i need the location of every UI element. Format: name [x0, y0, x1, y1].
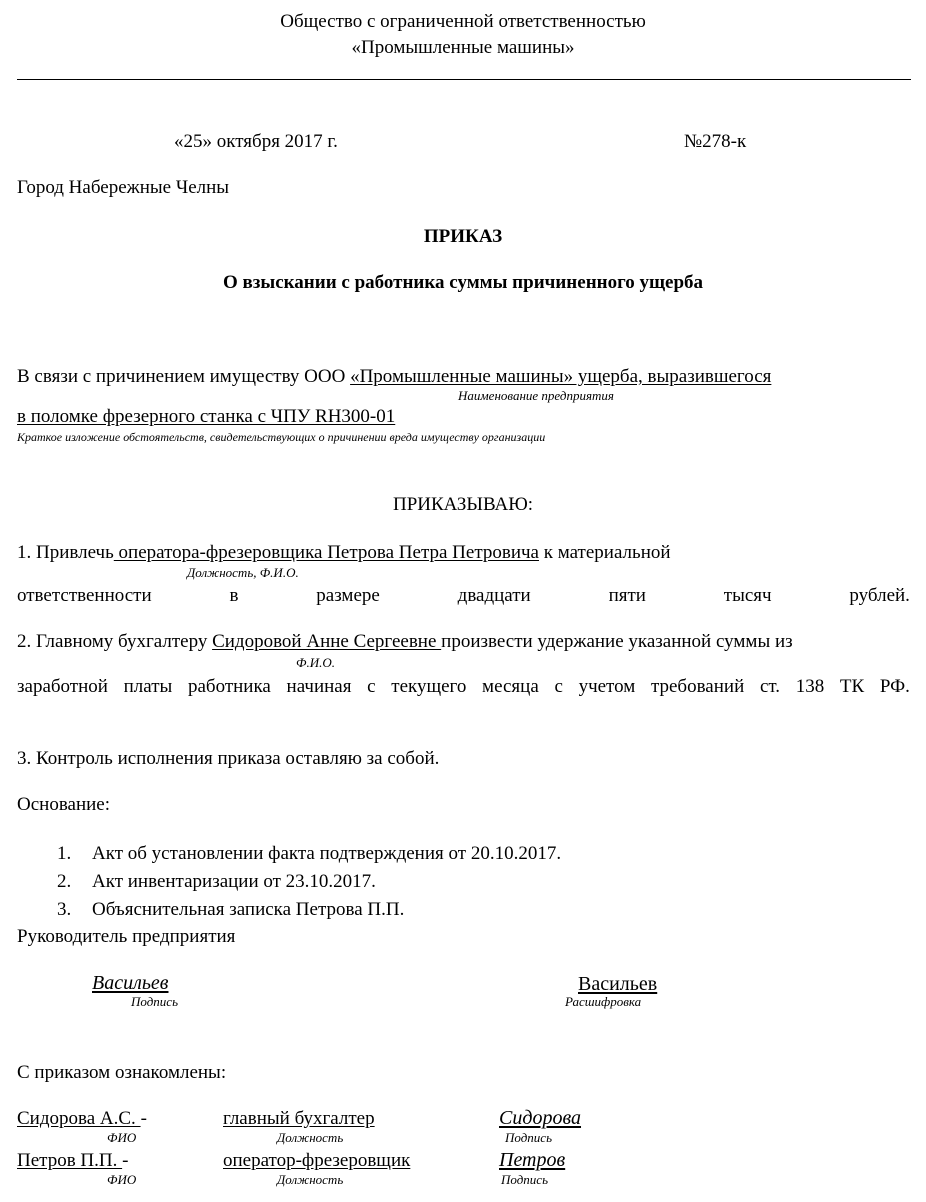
- director-signature: Васильев: [92, 972, 169, 994]
- item2-line1: [17, 632, 793, 651]
- item2-line2-word: ТК: [839, 676, 865, 697]
- director-name-caption: Расшифровка: [565, 994, 642, 1009]
- org-name-line1: Общество с ограниченной ответственностью: [280, 11, 646, 32]
- acq-row-2-dash: -: [122, 1150, 129, 1171]
- basis-label: Основание:: [17, 794, 111, 815]
- acq-row-1-position: главный бухгалтер: [223, 1108, 375, 1129]
- header-divider: [17, 79, 911, 80]
- order-number: №278-к: [684, 131, 747, 152]
- item1-tail: к материальной: [538, 542, 671, 563]
- item1-line2-word: двадцати: [457, 585, 531, 606]
- item1-line2-word: размере: [316, 585, 380, 606]
- circumstances-caption: Краткое изложение обстоятельств, свидетельствующих о причинении вреда имуществу организации: [17, 430, 546, 444]
- acq-row-1-dash: -: [140, 1108, 147, 1129]
- item1-person-field: оператора-фрезеровщика Петрова Петра Петровича: [113, 542, 539, 563]
- company-name-field: «Промышленные машины» ущерба, выразившегося: [350, 366, 772, 387]
- item1-lead: 1. Привлечь: [17, 542, 114, 563]
- acq-row-2-fio: [17, 1151, 128, 1170]
- acq-row-2-cap-position: Должность: [277, 1172, 344, 1187]
- preamble-line1: [17, 367, 771, 386]
- basis-item-3-num: 3.: [57, 899, 72, 920]
- acq-row-1-cap-signature: Подпись: [505, 1130, 552, 1145]
- acq-row-2-cap-fio: ФИО: [107, 1172, 137, 1187]
- item2-line2-word: заработной: [17, 676, 108, 697]
- acq-row-2-position: оператор-фрезеровщик: [223, 1150, 411, 1171]
- item2-line2-word: платы: [123, 676, 173, 697]
- acq-row-2-name: Петров П.П.: [17, 1150, 123, 1171]
- director-name: Васильев: [578, 973, 658, 995]
- company-caption: Наименование предприятия: [458, 388, 614, 403]
- item2-caption: Ф.И.О.: [296, 655, 335, 670]
- item2-line2-word: начиная: [286, 676, 352, 697]
- acq-row-2-signature: Петров: [499, 1149, 566, 1171]
- item1-line2-word: пяти: [608, 585, 646, 606]
- item2-line2-word: 138: [795, 676, 825, 697]
- circumstances-field: в поломке фрезерного станка с ЧПУ RH300-01: [17, 406, 396, 427]
- acq-row-1-cap-fio: ФИО: [107, 1130, 137, 1145]
- basis-item-1-num: 1.: [57, 843, 72, 864]
- item1-line2-word: рублей.: [849, 585, 910, 606]
- basis-item-2-num: 2.: [57, 871, 72, 892]
- item2-line2-word: требований: [650, 676, 745, 697]
- item2-line2-word: работника: [187, 676, 271, 697]
- item1-caption: Должность, Ф.И.О.: [187, 565, 299, 580]
- item2-line2-word: ст.: [759, 676, 780, 697]
- item1-line2-word: ответственности: [17, 585, 152, 606]
- item1-line1: [17, 543, 671, 562]
- item2-line2-word: учетом: [578, 676, 636, 697]
- acq-row-1-name: Сидорова А.С.: [17, 1108, 141, 1129]
- acquainted-label: С приказом ознакомлены:: [17, 1062, 227, 1083]
- item2-tail: произвести удержание указанной суммы из: [441, 631, 793, 652]
- basis-item-1: Акт об установлении факта подтверждения от 20.10.2017.: [92, 843, 562, 864]
- item2-line2: [17, 677, 910, 696]
- item2-line2-word: месяца: [482, 676, 539, 697]
- document-title: ПРИКАЗ: [423, 226, 503, 247]
- item1-line2-word: тысяч: [723, 585, 772, 606]
- basis-item-2: Акт инвентаризации от 23.10.2017.: [92, 871, 376, 892]
- acq-row-1-cap-position: Должность: [277, 1130, 344, 1145]
- acq-row-2-cap-signature: Подпись: [501, 1172, 548, 1187]
- order-date: «25» октября 2017 г.: [174, 131, 338, 152]
- document-subtitle: О взыскании с работника суммы причиненного ущерба: [222, 272, 704, 293]
- director-signature-caption: Подпись: [131, 994, 178, 1009]
- item2-lead: 2. Главному бухгалтеру: [17, 631, 213, 652]
- preamble-lead: В связи с причинением имуществу ООО: [17, 366, 351, 387]
- item1-line2: [17, 586, 910, 605]
- item1-line2-word: в: [229, 585, 239, 606]
- item2-person-field: Сидоровой Анне Сергеевне: [212, 631, 442, 652]
- director-label: Руководитель предприятия: [17, 926, 236, 947]
- org-name-line2: «Промышленные машины»: [351, 37, 575, 58]
- acq-row-1-fio: [17, 1109, 147, 1128]
- item2-line2-word: РФ.: [879, 676, 910, 697]
- item2-line2-word: с: [367, 676, 376, 697]
- city: Город Набережные Челны: [17, 177, 230, 198]
- item2-line2-word: текущего: [391, 676, 467, 697]
- basis-item-3: Объяснительная записка Петрова П.П.: [92, 899, 405, 920]
- acq-row-1-signature: Сидорова: [499, 1107, 582, 1129]
- order-word: ПРИКАЗЫВАЮ:: [392, 494, 534, 515]
- item2-line2-word: с: [554, 676, 563, 697]
- item3: 3. Контроль исполнения приказа оставляю за собой.: [17, 748, 440, 769]
